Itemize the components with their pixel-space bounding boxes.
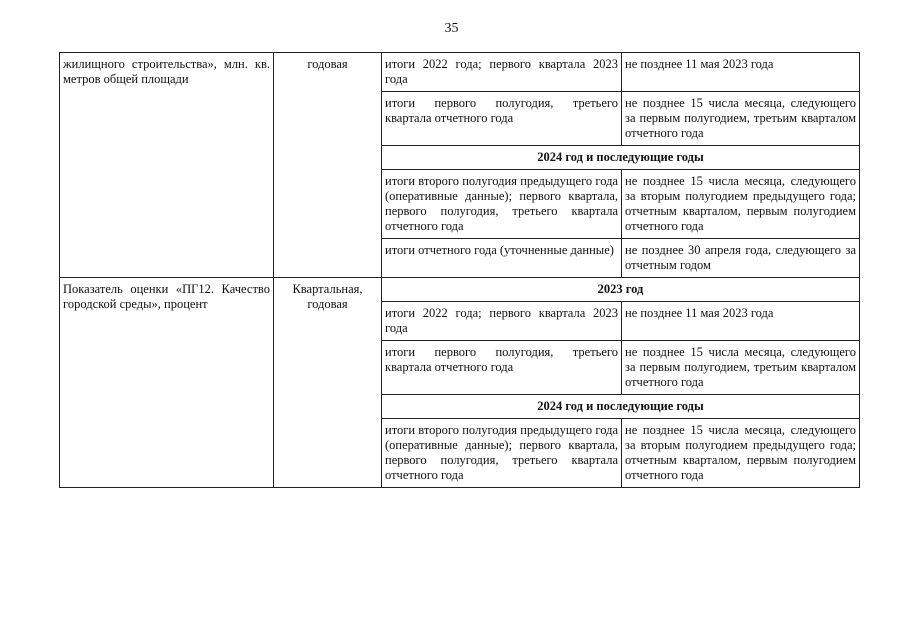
period-cell: итоги 2022 года; первого квартала 2023 года — [382, 302, 622, 341]
period-cell: итоги первого полугодия, третьего квартала отчетного года — [382, 92, 622, 146]
indicators-table — [59, 52, 860, 488]
indicator-name-cell: жилищного строительства», млн. кв. метров общей площади — [60, 53, 274, 278]
deadline-cell: не позднее 15 числа месяца, следующего за первым полугодием, третьим кварталом отчетного года — [622, 341, 860, 395]
deadline-cell: не позднее 11 мая 2023 года — [622, 302, 860, 341]
period-cell: итоги отчетного года (уточненные данные) — [382, 239, 622, 278]
indicator-name-cell: Показатель оценки «ПГ12. Качество городской среды», процент — [60, 278, 274, 488]
periodicity-cell: годовая — [274, 53, 382, 278]
table-row — [60, 53, 860, 92]
deadline-cell: не позднее 15 числа месяца, следующего за вторым полугодием предыдущего года; отчетным кварталом, первым полугодием отчетного года — [622, 170, 860, 239]
period-cell: итоги второго полугодия предыдущего года (оперативные данные); первого квартала, первого полугодия, третьего квартала отчетного года — [382, 419, 622, 488]
period-cell: итоги 2022 года; первого квартала 2023 года — [382, 53, 622, 92]
page-number: 35 — [444, 21, 459, 36]
section-header: 2024 год и последующие годы — [382, 395, 860, 419]
section-header: 2024 год и последующие годы — [382, 146, 860, 170]
period-cell: итоги второго полугодия предыдущего года (оперативные данные); первого квартала, первого полугодия, третьего квартала отчетного года — [382, 170, 622, 239]
deadline-cell: не позднее 15 числа месяца, следующего за вторым полугодием предыдущего года; отчетным кварталом, первым полугодием отчетного года — [622, 419, 860, 488]
deadline-cell: не позднее 30 апреля года, следующего за отчетным годом — [622, 239, 860, 278]
table-row — [60, 278, 860, 302]
section-header: 2023 год — [382, 278, 860, 302]
deadline-cell: не позднее 11 мая 2023 года — [622, 53, 860, 92]
period-cell: итоги первого полугодия, третьего квартала отчетного года — [382, 341, 622, 395]
deadline-cell: не позднее 15 числа месяца, следующего за первым полугодием, третьим кварталом отчетного года — [622, 92, 860, 146]
periodicity-cell: Квартальная, годовая — [274, 278, 382, 488]
